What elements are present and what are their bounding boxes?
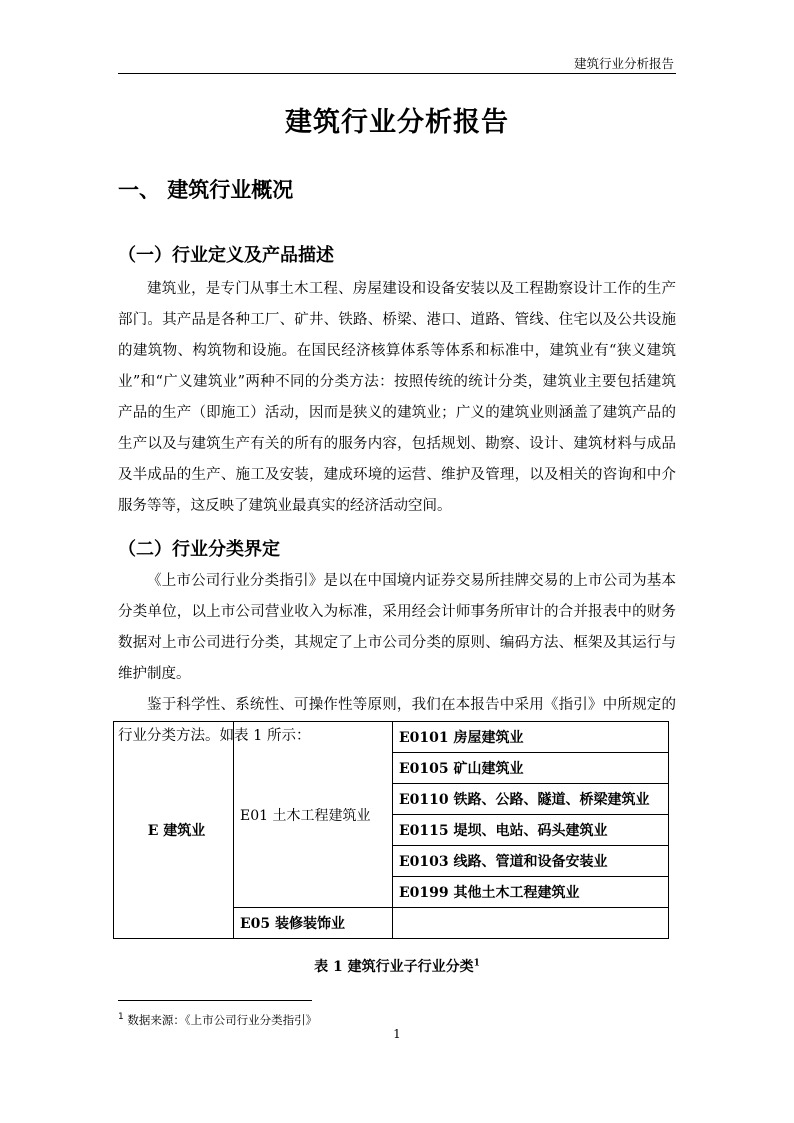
footnote <box>118 1012 317 1028</box>
table-cell-level1: E 建筑业 <box>114 722 234 939</box>
table-cell-level2: E01 土木工程建筑业 <box>234 722 393 908</box>
subsection-heading-definition: （一）行业定义及产品描述 <box>118 245 334 266</box>
table-cell-level2: E05 装修装饰业 <box>234 908 393 939</box>
table-row <box>114 722 669 753</box>
table-cell-level3: E0115 堤坝、电站、码头建筑业 <box>393 815 669 846</box>
industry-classification-table <box>113 721 669 939</box>
definition-paragraph <box>118 274 676 522</box>
header-rule <box>118 73 676 74</box>
running-header: 建筑行业分析报告 <box>573 56 674 71</box>
table-caption <box>0 956 794 976</box>
table-cell-level3: E0110 铁路、公路、隧道、桥梁建筑业 <box>393 784 669 815</box>
footnote-ref: 1 <box>473 958 480 969</box>
footnote-text: 数据来源：《上市公司行业分类指引》 <box>123 1013 318 1027</box>
document-title: 建筑行业分析报告 <box>285 107 509 138</box>
footnote-rule <box>118 1000 312 1001</box>
table-cell-empty <box>393 908 669 939</box>
table-cell-level3: E0105 矿山建筑业 <box>393 753 669 784</box>
subsection-heading-classification: （二）行业分类界定 <box>118 539 280 560</box>
definition-text: 建筑业，是专门从事土木工程、房屋建设和设备安装以及工程勘察设计工作的生产部门。其产品是各种工厂、矿井、铁路、桥梁、港口、道路、管线、住宅以及公共设施的建筑物、构筑物和设施。在国民经济核算体系等体系和标准中，建筑业有“狭义建筑业”和“广义建筑业”两种不同的分类方法：按照传统的统计分类，建筑业主要包括建筑产品的生产（即施工）活动，因而是狭义的建筑业；广义的建筑业则涵盖了建筑产品的生产以及与建筑生产有关的所有的服务内容，包括规划、勘察、设计、建筑材料与成品及半成品的生产、施工及安装，建成环境的运营、维护及管理，以及相关的咨询和中介服务等等，这反映了建筑业最真实的经济活动空间。 <box>118 281 676 514</box>
page-number: 1 <box>393 1027 401 1041</box>
classification-text-2: 鉴于科学性、系统性、可操作性等原则，我们在本报告中采用《指引》中所规定的行业分类方法。如表 1 所示： <box>118 697 676 744</box>
footnote-marker: 1 <box>118 1012 124 1023</box>
caption-text: 表 1 建筑行业子行业分类 <box>314 959 474 975</box>
section-heading-overview: 一、 建筑行业概况 <box>118 177 294 202</box>
classification-text-1: 《上市公司行业分类指引》是以在中国境内证券交易所挂牌交易的上市公司为基本分类单位，以上市公司营业收入为标准，采用经会计师事务所审计的合并报表中的财务数据对上市公司进行分类，其规定了上市公司分类的原则、编码方法、框架及其运行与维护制度。 <box>118 573 676 682</box>
table-cell-level3: E0103 线路、管道和设备安装业 <box>393 846 669 877</box>
table-cell-level3: E0199 其他土木工程建筑业 <box>393 877 669 908</box>
table-cell-level3: E0101 房屋建筑业 <box>393 722 669 753</box>
